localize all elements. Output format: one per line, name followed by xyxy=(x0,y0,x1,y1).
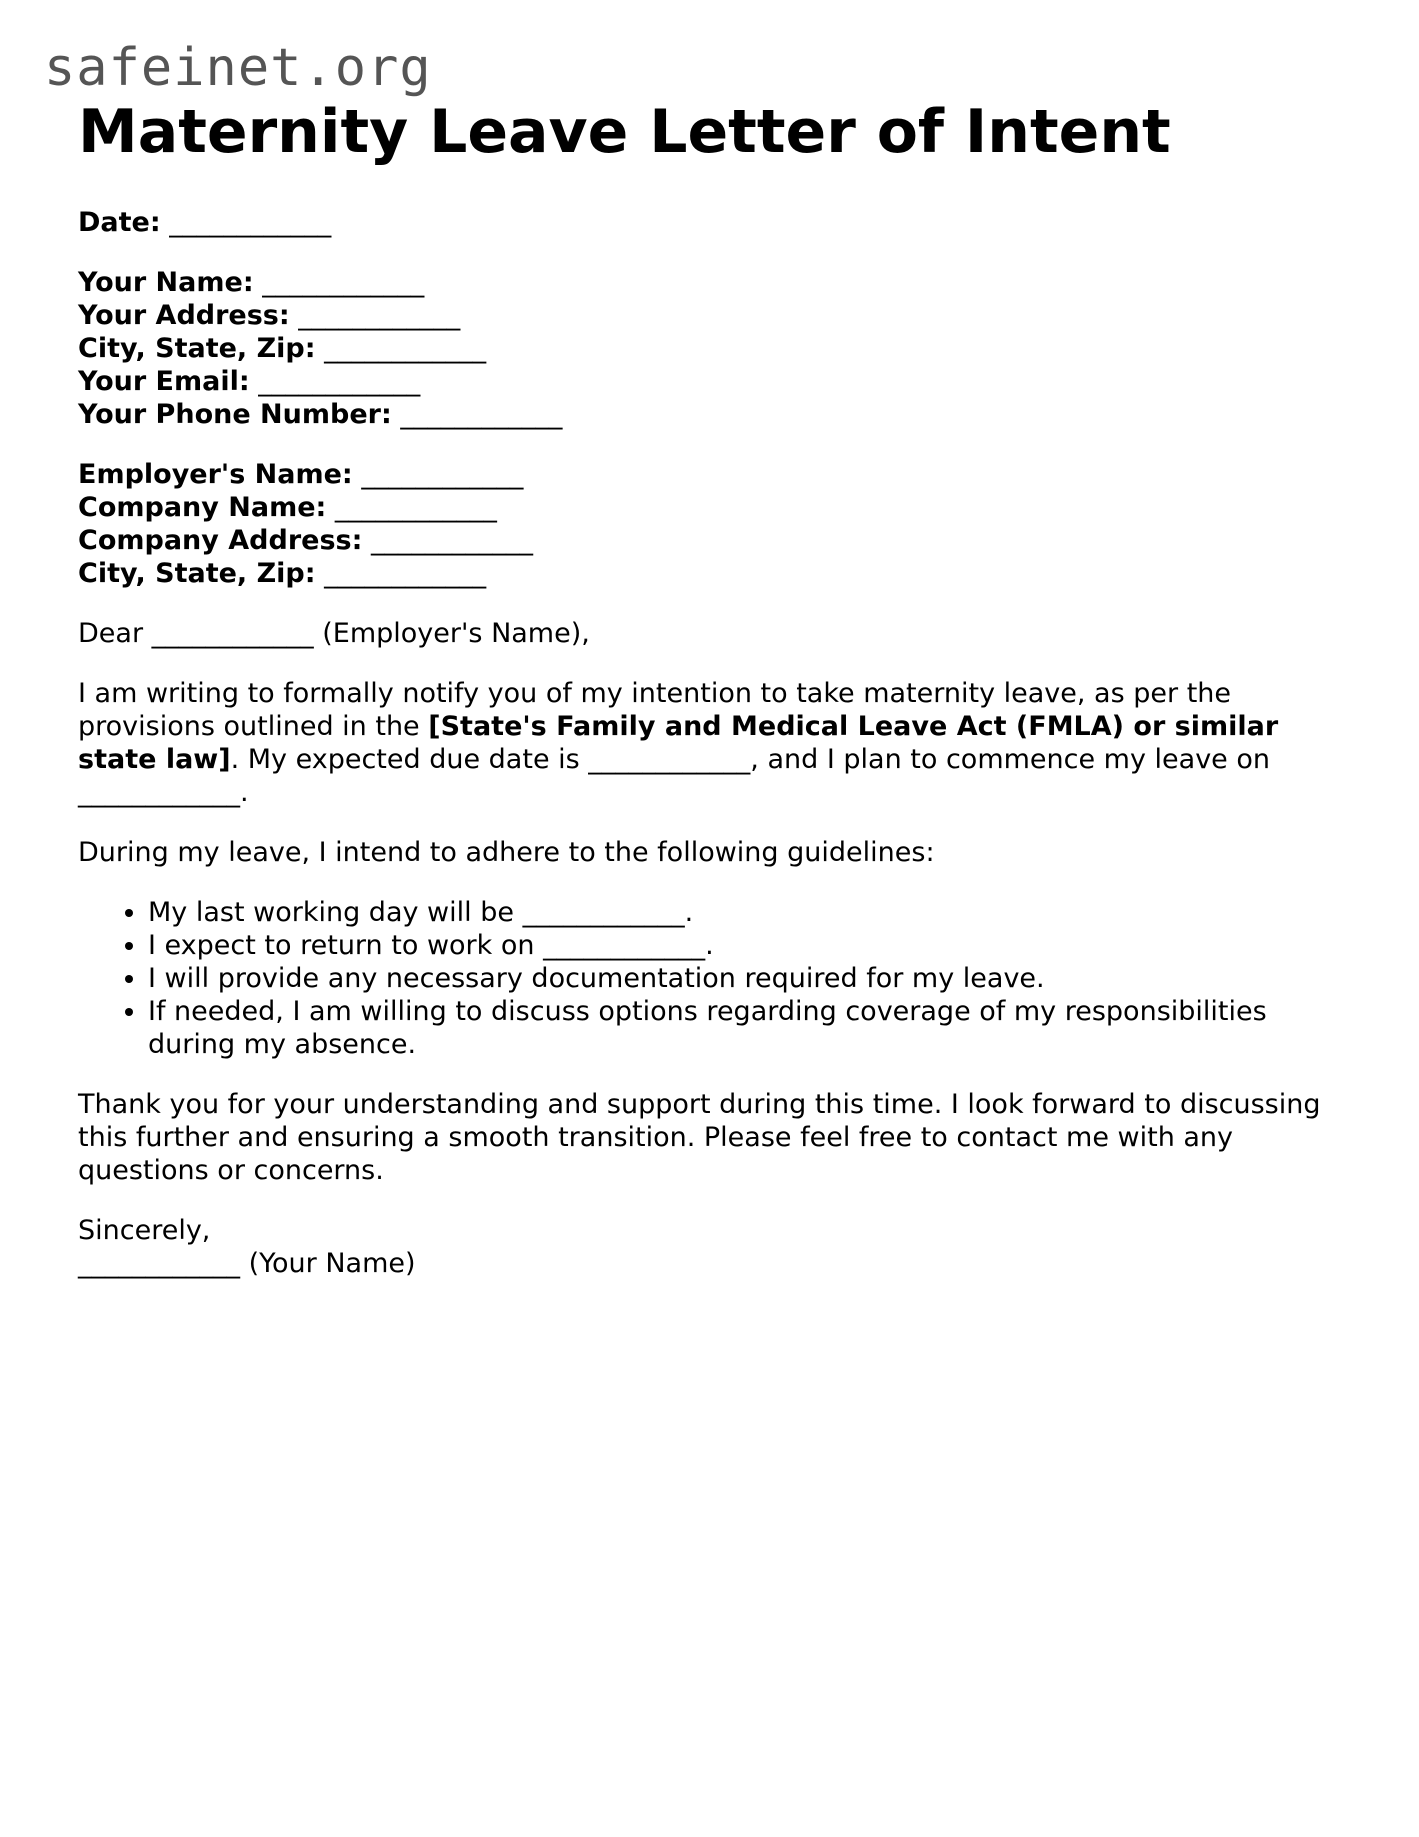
salutation-blank: ____________ xyxy=(151,618,314,649)
field-blank: ____________ xyxy=(400,399,563,430)
closing-paragraph: Thank you for your understanding and support during this time. I look forward to discussing this further and ensuring a smooth transition. Please feel free to contact me with any questions or concerns. xyxy=(78,1089,1321,1186)
field-blank: ____________ xyxy=(262,267,425,298)
employer-field-company xyxy=(78,491,1348,524)
field-label: Company Name: xyxy=(78,492,327,523)
field-label: Your Phone Number: xyxy=(78,399,392,430)
signature-block xyxy=(78,1214,1348,1280)
field-label: Your Address: xyxy=(78,300,290,331)
item-text: My last working day will be xyxy=(148,897,523,928)
item-text: . xyxy=(705,930,714,961)
signature-line xyxy=(78,1247,1348,1280)
watermark-logo: safeinet.org xyxy=(44,38,432,98)
salutation-suffix: (Employer's Name), xyxy=(322,618,590,649)
intro-text: I am writing to formally notify you of my intention to take maternity leave, as per the provisions outlined in the xyxy=(78,678,1231,742)
intro-text: . xyxy=(240,777,249,808)
due-date-blank: ____________ xyxy=(588,744,751,775)
field-label: Employer's Name: xyxy=(78,459,353,490)
sender-field-name xyxy=(78,266,1348,299)
list-item xyxy=(148,929,1348,962)
intro-text: . My expected due date is xyxy=(230,744,589,775)
salutation xyxy=(78,617,1348,650)
salutation-prefix: Dear xyxy=(78,618,144,649)
sender-field-address xyxy=(78,299,1348,332)
date-line xyxy=(78,206,1348,239)
date-blank: ____________ xyxy=(169,207,332,238)
field-blank: ____________ xyxy=(370,525,533,556)
page-title: Maternity Leave Letter of Intent xyxy=(78,97,1171,167)
guidelines-list xyxy=(78,896,1348,1061)
employer-field-address xyxy=(78,524,1348,557)
employer-info-block xyxy=(78,458,1348,590)
sender-field-email xyxy=(78,365,1348,398)
intro-text: , and I plan to commence my leave on xyxy=(750,744,1271,775)
intro-paragraph xyxy=(78,677,1348,809)
signature-suffix: (Your Name) xyxy=(248,1248,416,1279)
field-blank: ____________ xyxy=(258,366,421,397)
field-label: City, State, Zip: xyxy=(78,558,316,589)
employer-field-city-state-zip xyxy=(78,557,1348,590)
field-blank: ____________ xyxy=(324,558,487,589)
field-blank: ____________ xyxy=(324,333,487,364)
return-date-blank: ____________ xyxy=(543,930,706,961)
field-label: Your Name: xyxy=(78,267,254,298)
last-day-blank: ____________ xyxy=(522,897,685,928)
sender-field-city-state-zip xyxy=(78,332,1348,365)
signature-blank: ____________ xyxy=(78,1248,240,1279)
field-blank: ____________ xyxy=(361,459,524,490)
leave-start-blank: ____________ xyxy=(78,777,240,808)
field-label: Company Address: xyxy=(78,525,363,556)
sender-field-phone xyxy=(78,398,1348,431)
list-item xyxy=(148,896,1348,929)
letter-page xyxy=(78,96,1348,1280)
field-blank: ____________ xyxy=(298,300,461,331)
employer-field-name xyxy=(78,458,1348,491)
field-label: Your Email: xyxy=(78,366,250,397)
law-reference: [State's Family and Medical Leave Act (FMLA) or similar state law] xyxy=(78,711,1279,775)
list-item: • If needed, I am willing to discuss options regarding coverage of my responsibilities during my absence. xyxy=(148,995,1348,1061)
list-item: • I will provide any necessary documentation required for my leave. xyxy=(148,962,1348,995)
sender-info-block xyxy=(78,266,1348,431)
closing-word: Sincerely, xyxy=(78,1215,211,1246)
guidelines-intro: During my leave, I intend to adhere to the following guidelines: xyxy=(78,837,935,868)
field-blank: ____________ xyxy=(334,492,497,523)
item-text: I expect to return to work on xyxy=(148,930,544,961)
field-label: City, State, Zip: xyxy=(78,333,316,364)
date-label: Date: xyxy=(78,207,161,238)
item-text: . xyxy=(684,897,694,928)
